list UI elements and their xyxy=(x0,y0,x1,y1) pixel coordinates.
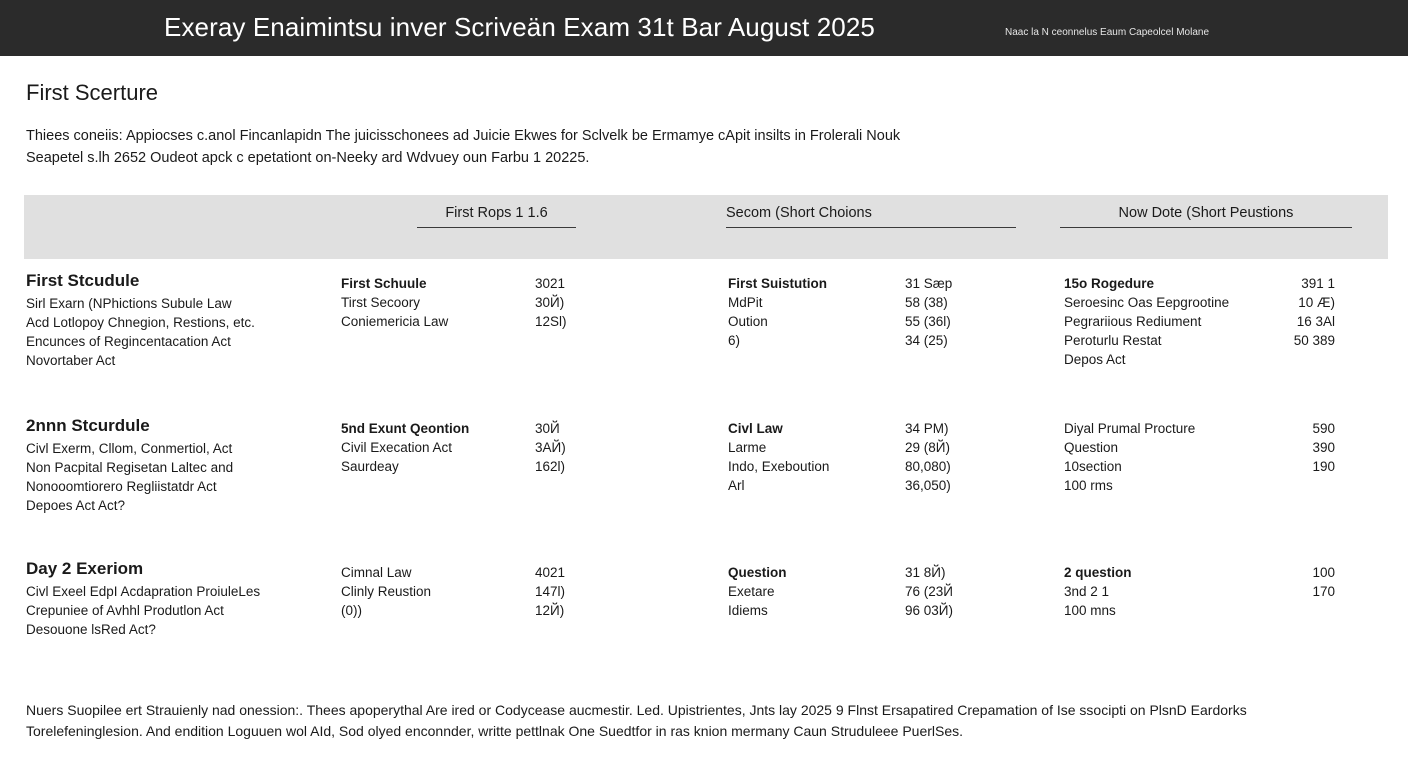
title-bar xyxy=(0,0,1408,56)
footer-note xyxy=(26,700,1247,742)
cell-label: Larme xyxy=(728,440,767,455)
row-description xyxy=(26,294,255,370)
footer-line: Nuers Suopilee ert Strauienly nad onession:. Thees apoperythal Are ired or Codycease aucmestir. Led. Upistrientes, Jnts lay 2025 9 Flnst Ersapatired Crepamation of Ise ssocipti on PlsnD Eardorks xyxy=(26,702,1247,718)
cell-value: 31 Sæp xyxy=(905,276,953,291)
cell-label: 15o Rogedure xyxy=(1064,276,1155,291)
cell-label: Depos Act xyxy=(1064,352,1126,367)
cell-value: 80,080) xyxy=(905,459,951,474)
cell-label: 6) xyxy=(728,333,741,348)
section-title: First Scerture xyxy=(26,80,159,105)
column-header-third: Now Dote (Short Peustions xyxy=(1060,205,1352,228)
description-line: Desouone lsRed Act? xyxy=(26,622,156,637)
cell-value: 3021 xyxy=(535,276,566,291)
description-line: Civl Exerm, Cllom, Conmertiol, Act xyxy=(26,441,233,456)
cell-label: Indo, Exeboution xyxy=(728,459,830,474)
description-line: Non Pacpital Regisetan Laltec and xyxy=(26,460,234,475)
cell-value: 29 (8Й) xyxy=(905,440,950,455)
cell-label: Coniemericia Law xyxy=(341,314,449,329)
cell-value: 96 03Й) xyxy=(905,603,953,618)
cell-value: 34 PM) xyxy=(905,421,949,436)
cell-values-second xyxy=(905,563,953,620)
cell-value: 31 8Й) xyxy=(905,565,946,580)
cell-values-first xyxy=(535,419,566,476)
cell-label: Cimnal Law xyxy=(341,565,412,580)
row-title: 2nnn Stcurdule xyxy=(26,416,150,435)
cell-label: 5nd Exunt Qeontion xyxy=(341,421,470,436)
cell-group-second xyxy=(728,419,829,495)
cell-label: MdPit xyxy=(728,295,763,310)
cell-label: Pegrariious Rediument xyxy=(1064,314,1202,329)
description-line: Encunces of Regincentacation Act xyxy=(26,334,231,349)
cell-label: Question xyxy=(728,565,787,580)
row-title: First Stcudule xyxy=(26,271,140,290)
cell-label: Oution xyxy=(728,314,768,329)
cell-label: 2 question xyxy=(1064,565,1132,580)
cell-label: 100 mns xyxy=(1064,603,1116,618)
cell-value: 4021 xyxy=(535,565,566,580)
cell-value: 147l) xyxy=(535,584,566,599)
cell-value: 590 xyxy=(1312,421,1335,436)
cell-group-third xyxy=(1064,419,1195,495)
cell-values-third xyxy=(1270,563,1335,601)
cell-group-third xyxy=(1064,274,1229,369)
description-line: Acd Lotlopoy Chnegion, Restions, etc. xyxy=(26,315,255,330)
cell-group-second xyxy=(728,563,787,620)
description-line: Crepuniee of Avhhl Produtlon Act xyxy=(26,603,224,618)
row-description xyxy=(26,439,233,515)
cell-label: Question xyxy=(1064,440,1119,455)
cell-label: Tirst Secoory xyxy=(341,295,421,310)
cell-label: 3nd 2 1 xyxy=(1064,584,1110,599)
intro-line: Seapetel s.lh 2652 Oudeot apck c epetationt on-Neeky ard Wdvuey oun Farbu 1 20225. xyxy=(26,150,590,166)
cell-label: Idiems xyxy=(728,603,768,618)
cell-label: Saurdeay xyxy=(341,459,399,474)
column-header-second: Secom (Short Choions xyxy=(726,205,1016,228)
cell-values-first xyxy=(535,274,567,331)
cell-values-second xyxy=(905,274,952,350)
cell-label: Diyal Prumal Procture xyxy=(1064,421,1196,436)
cell-value: 58 (38) xyxy=(905,295,948,310)
cell-label: Clinly Reustion xyxy=(341,584,432,599)
footer-line: Torelefeninglesion. And endition Loguuen wol AId, Sod olyed enconnder, writte pettlnak One Suedtfor in ras knion mermany Caun Struduleee PuerlSes. xyxy=(26,723,964,739)
cell-label: First Suistution xyxy=(728,276,827,291)
cell-value: 16 3Al xyxy=(1296,314,1335,329)
cell-value: 55 (36l) xyxy=(905,314,951,329)
cell-value: 50 389 xyxy=(1293,333,1335,348)
cell-value: 34 (25) xyxy=(905,333,948,348)
cell-value: 36,050) xyxy=(905,478,951,493)
cell-label: Civl Law xyxy=(728,421,783,436)
description-line: Novortaber Act xyxy=(26,353,116,368)
cell-label: (0)) xyxy=(341,603,362,618)
description-line: Sirl Exarn (NPhictions Subule Law xyxy=(26,296,232,311)
cell-value: 391 1 xyxy=(1301,276,1335,291)
cell-value: 3AЙ) xyxy=(535,440,566,455)
cell-value: 162l) xyxy=(535,459,566,474)
row-description xyxy=(26,582,260,639)
intro-line: Thiees coneiis: Appiocses c.anol Fincanlapidn The juicisschonees ad Juicie Ekwes for Sclvelk be Ermamye cApit insilts in Frolerali Nouk xyxy=(26,128,901,144)
cell-label: Arl xyxy=(728,478,745,493)
cell-value: 30Й xyxy=(535,421,560,436)
cell-label: Seroesinc Oas Eepgrootine xyxy=(1064,295,1230,310)
description-line: Civl Exeel EdpI Acdapration ProiuleLes xyxy=(26,584,261,599)
cell-label: Exetare xyxy=(728,584,775,599)
cell-values-third xyxy=(1270,419,1335,476)
cell-values-second xyxy=(905,419,951,495)
column-header-first: First Rops 1 1.6 xyxy=(417,205,576,228)
intro-paragraph xyxy=(26,125,900,169)
cell-group-second xyxy=(728,274,827,350)
cell-label: 100 rms xyxy=(1064,478,1113,493)
cell-group-third xyxy=(1064,563,1132,620)
cell-label: 10section xyxy=(1064,459,1122,474)
cell-value: 12Й) xyxy=(535,603,565,618)
cell-group-first xyxy=(341,563,431,620)
cell-group-first xyxy=(341,274,448,331)
cell-label: Civil Execation Act xyxy=(341,440,453,455)
header-note: Naac la N ceonnelus Eaum Capeolcel Molane xyxy=(1005,27,1210,38)
cell-value: 100 xyxy=(1312,565,1335,580)
row-title: Day 2 Exeriom xyxy=(26,559,144,578)
cell-value: 190 xyxy=(1312,459,1335,474)
description-line: Nonooomtiorero Regliistatdr Act xyxy=(26,479,217,494)
cell-values-third xyxy=(1270,274,1335,350)
page-title: Exeray Enaimintsu inver Scriveän Exam 31t Bar August 2025 xyxy=(164,12,875,42)
cell-values-first xyxy=(535,563,565,620)
cell-value: 30Й) xyxy=(535,295,565,310)
cell-value: 170 xyxy=(1312,584,1335,599)
description-line: Depoes Act Act? xyxy=(26,498,126,513)
cell-label: First Schuule xyxy=(341,276,427,291)
cell-value: 10 Æ) xyxy=(1298,295,1335,310)
cell-value: 76 (23Й xyxy=(905,584,953,599)
cell-group-first xyxy=(341,419,469,476)
cell-value: 390 xyxy=(1312,440,1335,455)
cell-value: 12Sl) xyxy=(535,314,567,329)
cell-label: Peroturlu Restat xyxy=(1064,333,1162,348)
